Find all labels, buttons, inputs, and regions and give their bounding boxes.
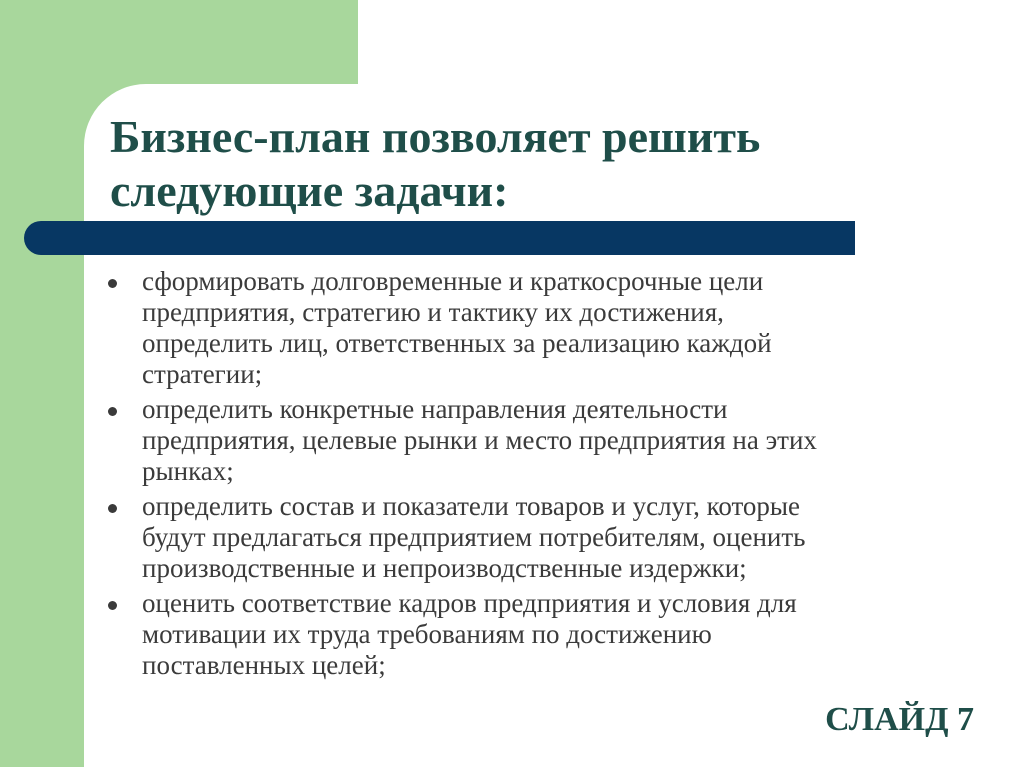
- list-item-line: рынках;: [142, 456, 234, 486]
- list-item-text: [142, 266, 908, 390]
- bullet-dot-icon: [108, 407, 117, 416]
- slide-title-line-2: следующие задачи:: [110, 165, 509, 216]
- list-item-line: оценить соответствие кадров предприятия и условия для: [142, 588, 797, 618]
- list-item-line: будут предлагаться предприятием потребителям, оценить: [142, 522, 806, 552]
- list-item-line: предприятия, стратегию и тактику их достижения,: [142, 297, 724, 327]
- list-item: [108, 266, 908, 390]
- list-item-text: [142, 491, 908, 584]
- list-item-line: определить состав и показатели товаров и услуг, которые: [142, 491, 801, 521]
- bullet-dot-icon: [108, 601, 117, 610]
- list-item: [108, 491, 908, 584]
- slide-number-label: СЛАЙД 7: [825, 701, 974, 738]
- bullet-dot-icon: [108, 279, 117, 288]
- list-item-line: определить лиц, ответственных за реализацию каждой: [142, 328, 772, 358]
- task-list: [108, 266, 908, 685]
- slide-title-line-1: Бизнес-план позволяет решить: [110, 111, 761, 162]
- list-item-text: [142, 394, 908, 487]
- list-item-line: сформировать долговременные и краткосрочные цели: [142, 266, 764, 296]
- title-accent-bar: [24, 221, 855, 255]
- list-item-line: предприятия, целевые рынки и место предприятия на этих: [142, 425, 817, 455]
- list-item-line: мотивации их труда требованиям по достижению: [142, 619, 712, 649]
- list-item: [108, 588, 908, 681]
- list-item-line: поставленных целей;: [142, 650, 386, 680]
- list-item-line: стратегии;: [142, 359, 263, 389]
- list-item-text: [142, 588, 908, 681]
- slide-title: [110, 110, 870, 218]
- list-item-line: определить конкретные направления деятельности: [142, 394, 728, 424]
- bullet-dot-icon: [108, 504, 117, 513]
- list-item-line: производственные и непроизводственные издержки;: [142, 553, 747, 583]
- list-item: [108, 394, 908, 487]
